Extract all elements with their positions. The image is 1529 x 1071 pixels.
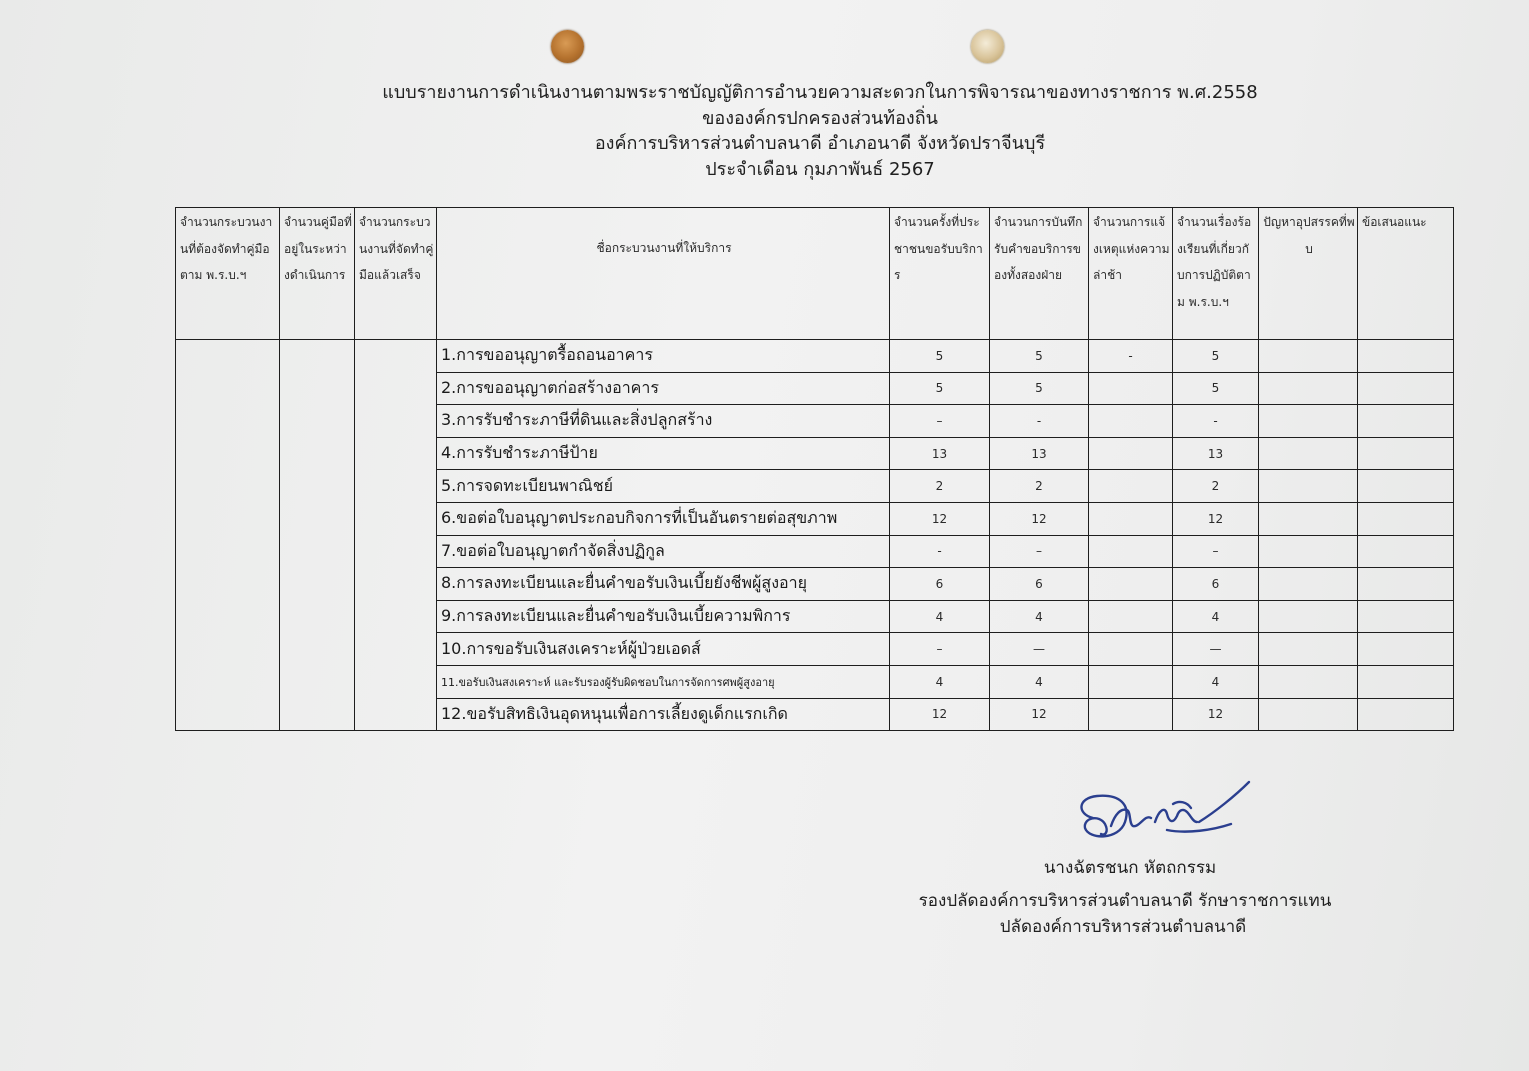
delay-notices-cell: - <box>1089 340 1173 373</box>
suggestions-cell <box>1358 568 1454 601</box>
service-requests-cell: - <box>890 535 990 568</box>
problems-cell <box>1259 568 1358 601</box>
delay-notices-cell <box>1089 568 1173 601</box>
delay-notices-cell <box>1089 633 1173 666</box>
header-problems-label: ปัญหาอุปสรรคที่พบ <box>1263 215 1355 256</box>
title-line-4: ประจำเดือน กุมภาพันธ์ 2567 <box>705 158 935 180</box>
header-problems <box>1259 208 1358 340</box>
service-requests-cell: 5 <box>890 340 990 373</box>
service-requests-cell: 4 <box>890 600 990 633</box>
delay-notices-cell <box>1089 372 1173 405</box>
header-suggestions: ข้อเสนอแนะ <box>1358 208 1454 340</box>
service-requests-cell: 12 <box>890 502 990 535</box>
header-manuals-completed: จำนวนกระบวนงานที่จัดทำคู่มือแล้วเสร็จ <box>355 208 437 340</box>
problems-cell <box>1259 600 1358 633</box>
service-name-cell: 1.การขออนุญาตรื้อถอนอาคาร <box>437 340 890 373</box>
suggestions-cell <box>1358 665 1454 698</box>
delay-notices-cell <box>1089 600 1173 633</box>
service-requests-cell: 4 <box>890 665 990 698</box>
header-manuals-in-progress: จำนวนคู่มือที่อยู่ในระหว่างดำเนินการ <box>280 208 355 340</box>
report-title-block <box>300 80 1340 182</box>
signer-name: นางฉัตรชนก หัตถกรรม <box>1043 858 1217 878</box>
requests-recorded-cell: 12 <box>990 502 1089 535</box>
complaints-cell: 6 <box>1173 568 1259 601</box>
service-name-cell: 6.ขอต่อใบอนุญาตประกอบกิจการที่เป็นอันตรายต่อสุขภาพ <box>437 502 890 535</box>
complaints-cell: - <box>1173 405 1259 438</box>
problems-cell <box>1259 698 1358 731</box>
requests-recorded-cell: 6 <box>990 568 1089 601</box>
col-manuals-completed <box>355 340 437 731</box>
delay-notices-cell <box>1089 698 1173 731</box>
header-delay-notices: จำนวนการแจ้งเหตุแห่งความล่าช้า <box>1089 208 1173 340</box>
table-row <box>176 340 1454 373</box>
suggestions-cell <box>1358 470 1454 503</box>
service-requests-cell: 6 <box>890 568 990 601</box>
service-name-cell: 7.ขอต่อใบอนุญาตกำจัดสิ่งปฏิกูล <box>437 535 890 568</box>
title-line-3: องค์การบริหารส่วนตำบลนาดี อำเภอนาดี จังหวัดปราจีนบุรี <box>594 133 1046 154</box>
requests-recorded-cell: - <box>990 405 1089 438</box>
problems-cell <box>1259 405 1358 438</box>
service-requests-cell: 5 <box>890 372 990 405</box>
suggestions-cell <box>1358 633 1454 666</box>
requests-recorded-cell: 4 <box>990 665 1089 698</box>
requests-recorded-cell: – <box>990 535 1089 568</box>
complaints-cell: 4 <box>1173 665 1259 698</box>
delay-notices-cell <box>1089 665 1173 698</box>
requests-recorded-cell: — <box>990 633 1089 666</box>
requests-recorded-cell: 2 <box>990 470 1089 503</box>
delay-notices-cell <box>1089 535 1173 568</box>
requests-recorded-cell: 4 <box>990 600 1089 633</box>
service-name-cell: 10.การขอรับเงินสงเคราะห์ผู้ป่วยเอดส์ <box>437 633 890 666</box>
delay-notices-cell <box>1089 470 1173 503</box>
col-processes-required <box>176 340 280 731</box>
service-name-cell: 3.การรับชำระภาษีที่ดินและสิ่งปลูกสร้าง <box>437 405 890 438</box>
service-name-cell: 9.การลงทะเบียนและยื่นคำขอรับเงินเบี้ยความพิการ <box>437 600 890 633</box>
header-complaints: จำนวนเรื่องร้องเรียนที่เกี่ยวกับการปฏิบัติตาม พ.ร.บ.ฯ <box>1173 208 1259 340</box>
complaints-cell: – <box>1173 535 1259 568</box>
problems-cell <box>1259 502 1358 535</box>
report-table <box>175 207 1454 731</box>
header-service-requests: จำนวนครั้งที่ประชาชนขอรับบริการ <box>890 208 990 340</box>
complaints-cell: 2 <box>1173 470 1259 503</box>
delay-notices-cell <box>1089 405 1173 438</box>
col-manuals-in-progress <box>280 340 355 731</box>
complaints-cell: 13 <box>1173 437 1259 470</box>
suggestions-cell <box>1358 340 1454 373</box>
header-service-name-label: ชื่อกระบวนงานที่ให้บริการ <box>596 241 732 255</box>
delay-notices-cell <box>1089 502 1173 535</box>
complaints-cell: — <box>1173 633 1259 666</box>
suggestions-cell <box>1358 405 1454 438</box>
suggestions-cell <box>1358 372 1454 405</box>
binding-hole-left <box>551 30 584 63</box>
complaints-cell: 12 <box>1173 502 1259 535</box>
table-header-row <box>176 208 1454 340</box>
requests-recorded-cell: 13 <box>990 437 1089 470</box>
signature-block <box>880 770 1370 950</box>
problems-cell <box>1259 665 1358 698</box>
title-line-1: แบบรายงานการดำเนินงานตามพระราชบัญญัติการอำนวยความสะดวกในการพิจารณาของทางราชการ พ.ศ.2558 <box>382 82 1258 103</box>
service-requests-cell: – <box>890 405 990 438</box>
binding-hole-right <box>971 30 1004 63</box>
problems-cell <box>1259 633 1358 666</box>
service-requests-cell: 12 <box>890 698 990 731</box>
problems-cell <box>1259 470 1358 503</box>
service-name-cell: 2.การขออนุญาตก่อสร้างอาคาร <box>437 372 890 405</box>
problems-cell <box>1259 535 1358 568</box>
signer-position-line-1: รองปลัดองค์การบริหารส่วนตำบลนาดี รักษาราชการแทน <box>918 891 1332 911</box>
service-requests-cell: 13 <box>890 437 990 470</box>
problems-cell <box>1259 437 1358 470</box>
requests-recorded-cell: 5 <box>990 340 1089 373</box>
requests-recorded-cell: 12 <box>990 698 1089 731</box>
service-name-cell: 8.การลงทะเบียนและยื่นคำขอรับเงินเบี้ยยังชีพผู้สูงอายุ <box>437 568 890 601</box>
service-name-cell: 4.การรับชำระภาษีป้าย <box>437 437 890 470</box>
header-service-name <box>437 208 890 340</box>
complaints-cell: 5 <box>1173 340 1259 373</box>
delay-notices-cell <box>1089 437 1173 470</box>
suggestions-cell <box>1358 698 1454 731</box>
suggestions-cell <box>1358 437 1454 470</box>
handwritten-signature <box>1075 778 1255 848</box>
service-requests-cell: – <box>890 633 990 666</box>
service-name-cell: 12.ขอรับสิทธิเงินอุดหนุนเพื่อการเลี้ยงดูเด็กแรกเกิด <box>437 698 890 731</box>
table-body <box>176 340 1454 731</box>
header-processes-required: จำนวนกระบวนงานที่ต้องจัดทำคู่มือตาม พ.ร.บ.ฯ <box>176 208 280 340</box>
problems-cell <box>1259 340 1358 373</box>
suggestions-cell <box>1358 502 1454 535</box>
header-requests-recorded: จำนวนการบันทึกรับคำขอบริการของทั้งสองฝ่าย <box>990 208 1089 340</box>
signer-position-line-2: ปลัดองค์การบริหารส่วนตำบลนาดี <box>999 917 1247 937</box>
complaints-cell: 4 <box>1173 600 1259 633</box>
service-requests-cell: 2 <box>890 470 990 503</box>
complaints-cell: 12 <box>1173 698 1259 731</box>
suggestions-cell <box>1358 600 1454 633</box>
suggestions-cell <box>1358 535 1454 568</box>
title-line-2: ขององค์กรปกครองส่วนท้องถิ่น <box>702 107 938 129</box>
service-name-cell: 5.การจดทะเบียนพาณิชย์ <box>437 470 890 503</box>
complaints-cell: 5 <box>1173 372 1259 405</box>
service-name-cell: 11.ขอรับเงินสงเคราะห์ และรับรองผู้รับผิดชอบในการจัดการศพผู้สูงอายุ <box>437 665 890 698</box>
requests-recorded-cell: 5 <box>990 372 1089 405</box>
problems-cell <box>1259 372 1358 405</box>
